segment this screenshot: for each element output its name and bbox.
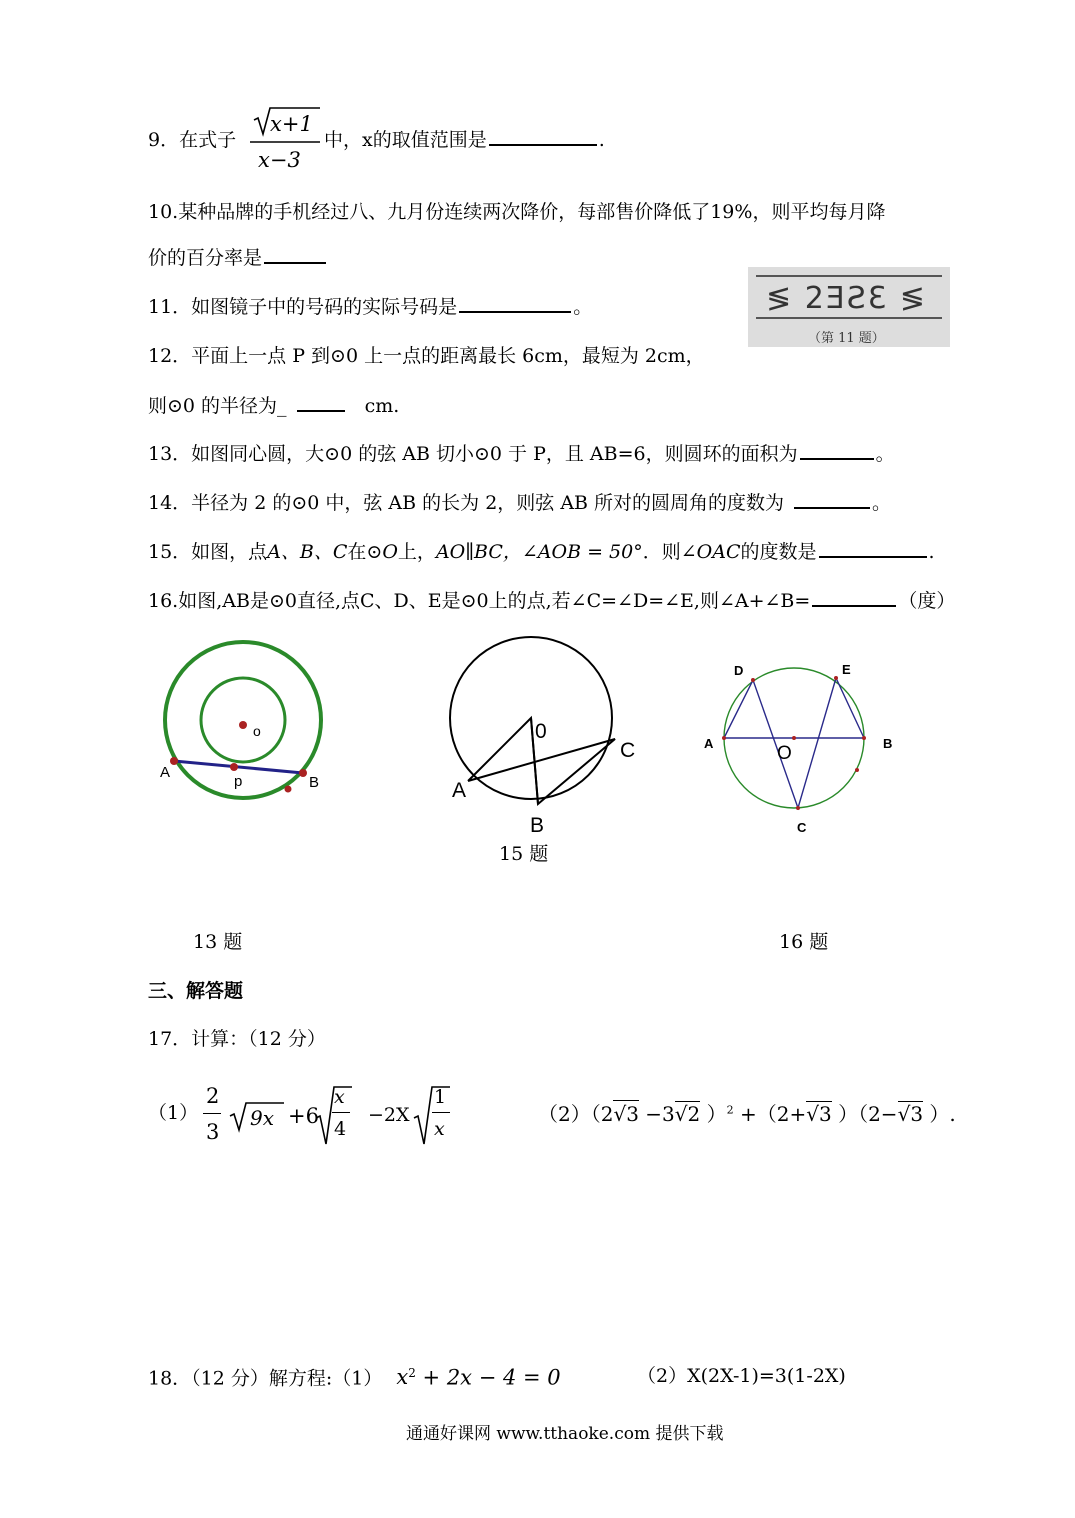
section-title: 三、解答题 bbox=[148, 980, 244, 1002]
q11-text: 11．如图镜子中的号码的实际号码是 。 bbox=[148, 296, 593, 318]
point-extra bbox=[285, 786, 292, 793]
q9-text: 中，x的取值范围是 . bbox=[324, 129, 605, 151]
label-d: D bbox=[734, 663, 744, 678]
mirror-image bbox=[748, 267, 950, 347]
answer-blank[interactable] bbox=[297, 410, 345, 412]
mirror-decor-icon: ≶ bbox=[888, 281, 927, 316]
answer-blank[interactable] bbox=[264, 262, 326, 264]
q16-text: 16.如图,AB是⊙0直径,点C、D、E是⊙0上的点,若∠C=∠D=∠E,则∠A+∠B= （度） bbox=[148, 590, 956, 612]
label-o: 0 bbox=[535, 720, 547, 743]
q18-text: 18．（12 分）解方程:（1） $x^2 + 2x - 4 = 0$ bbox=[148, 1365, 561, 1390]
mirror-caption: （第 11 题） bbox=[808, 331, 885, 346]
point-p bbox=[230, 763, 238, 771]
q15-text: 15．如图，点A、B、C在⊙O上，AO∥BC，∠AOB = 50°．则∠OAC的度数是 . bbox=[148, 541, 935, 563]
figure-13 bbox=[150, 640, 340, 810]
label-o: o bbox=[253, 723, 261, 739]
figure-16-caption: 16 题 bbox=[779, 931, 829, 953]
label-b: B bbox=[530, 814, 545, 837]
sqrt-radicand: √3 bbox=[613, 1102, 639, 1126]
label-a: A bbox=[160, 764, 171, 781]
label-a: A bbox=[452, 779, 467, 802]
label-p: p bbox=[234, 773, 243, 790]
q17-part2: （2）（2√3 −3√2 ）$^2$ +（2+√3 ）（2−√3 ）. bbox=[538, 1102, 956, 1126]
outer-circle bbox=[165, 642, 321, 798]
label-a: A bbox=[704, 736, 714, 751]
label-o: O bbox=[777, 743, 792, 764]
point-b bbox=[299, 769, 307, 777]
center-point bbox=[239, 721, 247, 729]
label-e: E bbox=[842, 662, 851, 677]
answer-blank[interactable] bbox=[812, 605, 896, 607]
figure-15-caption: 15 题 bbox=[499, 843, 549, 865]
q14-text: 14．半径为 2 的⊙0 中，弦 AB 的长为 2，则弦 AB 所对的圆周角的度数为 。 bbox=[148, 492, 892, 514]
label-c: C bbox=[620, 739, 636, 762]
figure-13-caption: 13 题 bbox=[193, 931, 243, 953]
q10-line2: 价的百分率是 bbox=[148, 249, 328, 268]
mirror-decor-icon: ≶ bbox=[766, 281, 805, 316]
q12-line2: 则⊙0 的半径为_ cm. bbox=[148, 395, 400, 417]
figure-15 bbox=[440, 632, 650, 842]
q10-line1: 10.某种品牌的手机经过八、九月份连续两次降价，每部售价降低了19%，则平均每月降 bbox=[148, 201, 886, 223]
footer: 通通好课网 www.tthaoke.com 提供下载 bbox=[406, 1424, 724, 1444]
q17-part1: （1） 2 3 9x +6 x 4 −2X 1 x bbox=[148, 1080, 468, 1152]
mirror-number: ≶ 2ƎƧƐ ≶ bbox=[766, 281, 927, 316]
q13-text: 13．如图同心圆，大⊙0 的弦 AB 切小⊙0 于 P，且 AB=6，则圆环的面积为 。 bbox=[148, 443, 895, 465]
q9-numerator: x+1 bbox=[270, 112, 313, 136]
label-b: B bbox=[883, 736, 893, 751]
sqrt-radicand: √3 bbox=[897, 1102, 924, 1126]
sqrt-radicand: √2 bbox=[674, 1102, 701, 1126]
point-a bbox=[170, 757, 178, 765]
answer-blank[interactable] bbox=[489, 144, 597, 146]
label-b: B bbox=[309, 774, 320, 791]
inner-circle bbox=[201, 678, 285, 762]
q18-part2: （2）X(2X-1)=3(1-2X) bbox=[637, 1365, 846, 1387]
answer-blank[interactable] bbox=[800, 458, 874, 460]
sqrt-radicand: √3 bbox=[806, 1102, 832, 1126]
q9-fraction bbox=[246, 104, 322, 174]
q9-prefix: 9．在式子 bbox=[148, 129, 237, 151]
answer-blank[interactable] bbox=[459, 311, 571, 313]
q12-line1: 12．平面上一点 P 到⊙0 上一点的距离最长 6cm，最短为 2cm， bbox=[148, 345, 705, 367]
answer-blank[interactable] bbox=[819, 556, 927, 558]
q9-denominator: x−3 bbox=[258, 148, 301, 172]
q17-title: 17．计算：（12 分） bbox=[148, 1028, 326, 1050]
figure-16 bbox=[700, 658, 900, 838]
answer-blank[interactable] bbox=[794, 507, 870, 509]
label-c: C bbox=[797, 820, 807, 835]
